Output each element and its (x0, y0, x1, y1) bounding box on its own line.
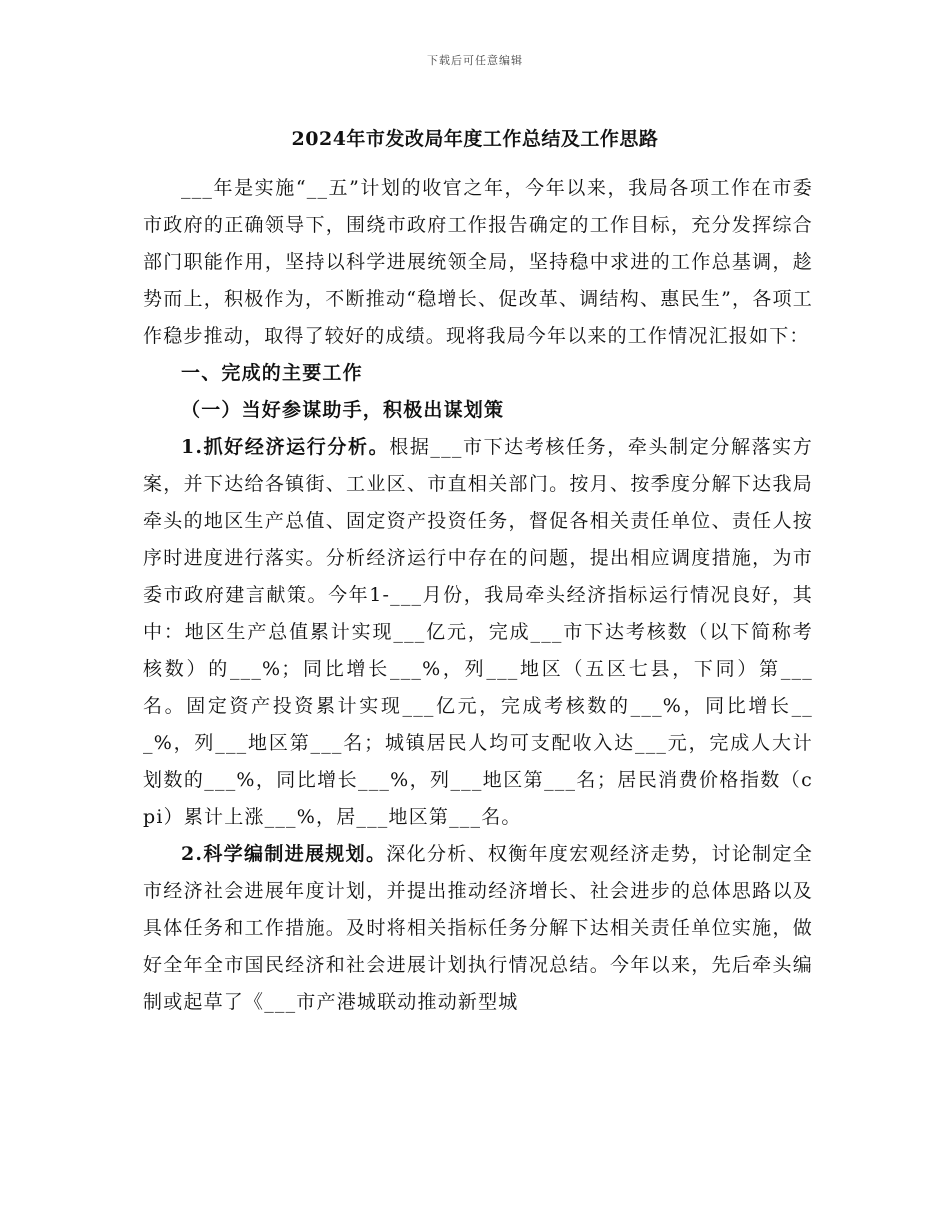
item-2-body: 深化分析、权衡年度宏观经济走势，讨论制定全市经济社会进展年度计划，并提出推动经济增长、社会进步的总体思路以及具体任务和工作措施。及时将相关指标任务分解下达相关责任单位实施，做好全年全市国民经济和社会进展计划执行情况总结。今年以来，先后牵头编制或起草了《___市产港城联动推动新型城 (143, 843, 813, 1013)
subsection-heading: （一）当好参谋助手，积极出谋划策 (181, 399, 505, 421)
item-1-body: 根据___市下达考核任务，牵头制定分解落实方案，并下达给各镇街、工业区、市直相关部门。按月、按季度分解下达我局牵头的地区生产总值、固定资产投资任务，督促各相关责任单位、责任人按序时进度进行落实。分析经济运行中存在的问题，提出相应调度措施，为市委市政府建言献策。今年1-___月份，我局牵头经济指标运行情况良好，其中：地区生产总值累计实现___亿元，完成___市下达考核数（以下简称考核数）的___%；同比增长___%，列___地区（五区七县，下同）第___名。固定资产投资累计实现___亿元，完成考核数的___%，同比增长___%，列___地区第___名；城镇居民人均可支配收入达___元，完成人大计划数的___%，同比增长___%，列___地区第___名；居民消费价格指数（cpi）累计上涨___%，居___地区第___名。 (143, 436, 813, 828)
header-note: 下载后可任意编辑 (427, 54, 523, 67)
item-paragraph-2 (143, 836, 813, 1021)
document-title: 2024年市发改局年度工作总结及工作思路 (291, 128, 659, 150)
intro-paragraph: ___年是实施“__五”计划的收官之年，今年以来，我局各项工作在市委市政府的正确领导下，围绕市政府工作报告确定的工作目标，充分发挥综合部门职能作用，坚持以科学进展统领全局，坚持稳中求进的工作总基调，趁势而上，积极作为，不断推动“稳增长、促改革、调结构、惠民生”，各项工作稳步推动，取得了较好的成绩。现将我局今年以来的工作情况汇报如下： (143, 177, 813, 347)
item-1-lead: 1.抓好经济运行分析。 (181, 436, 390, 458)
document-body (143, 170, 813, 1021)
section-heading: 一、完成的主要工作 (181, 362, 363, 384)
item-2-lead: 2.科学编制进展规划。 (181, 843, 387, 865)
item-paragraph-1 (143, 429, 813, 836)
